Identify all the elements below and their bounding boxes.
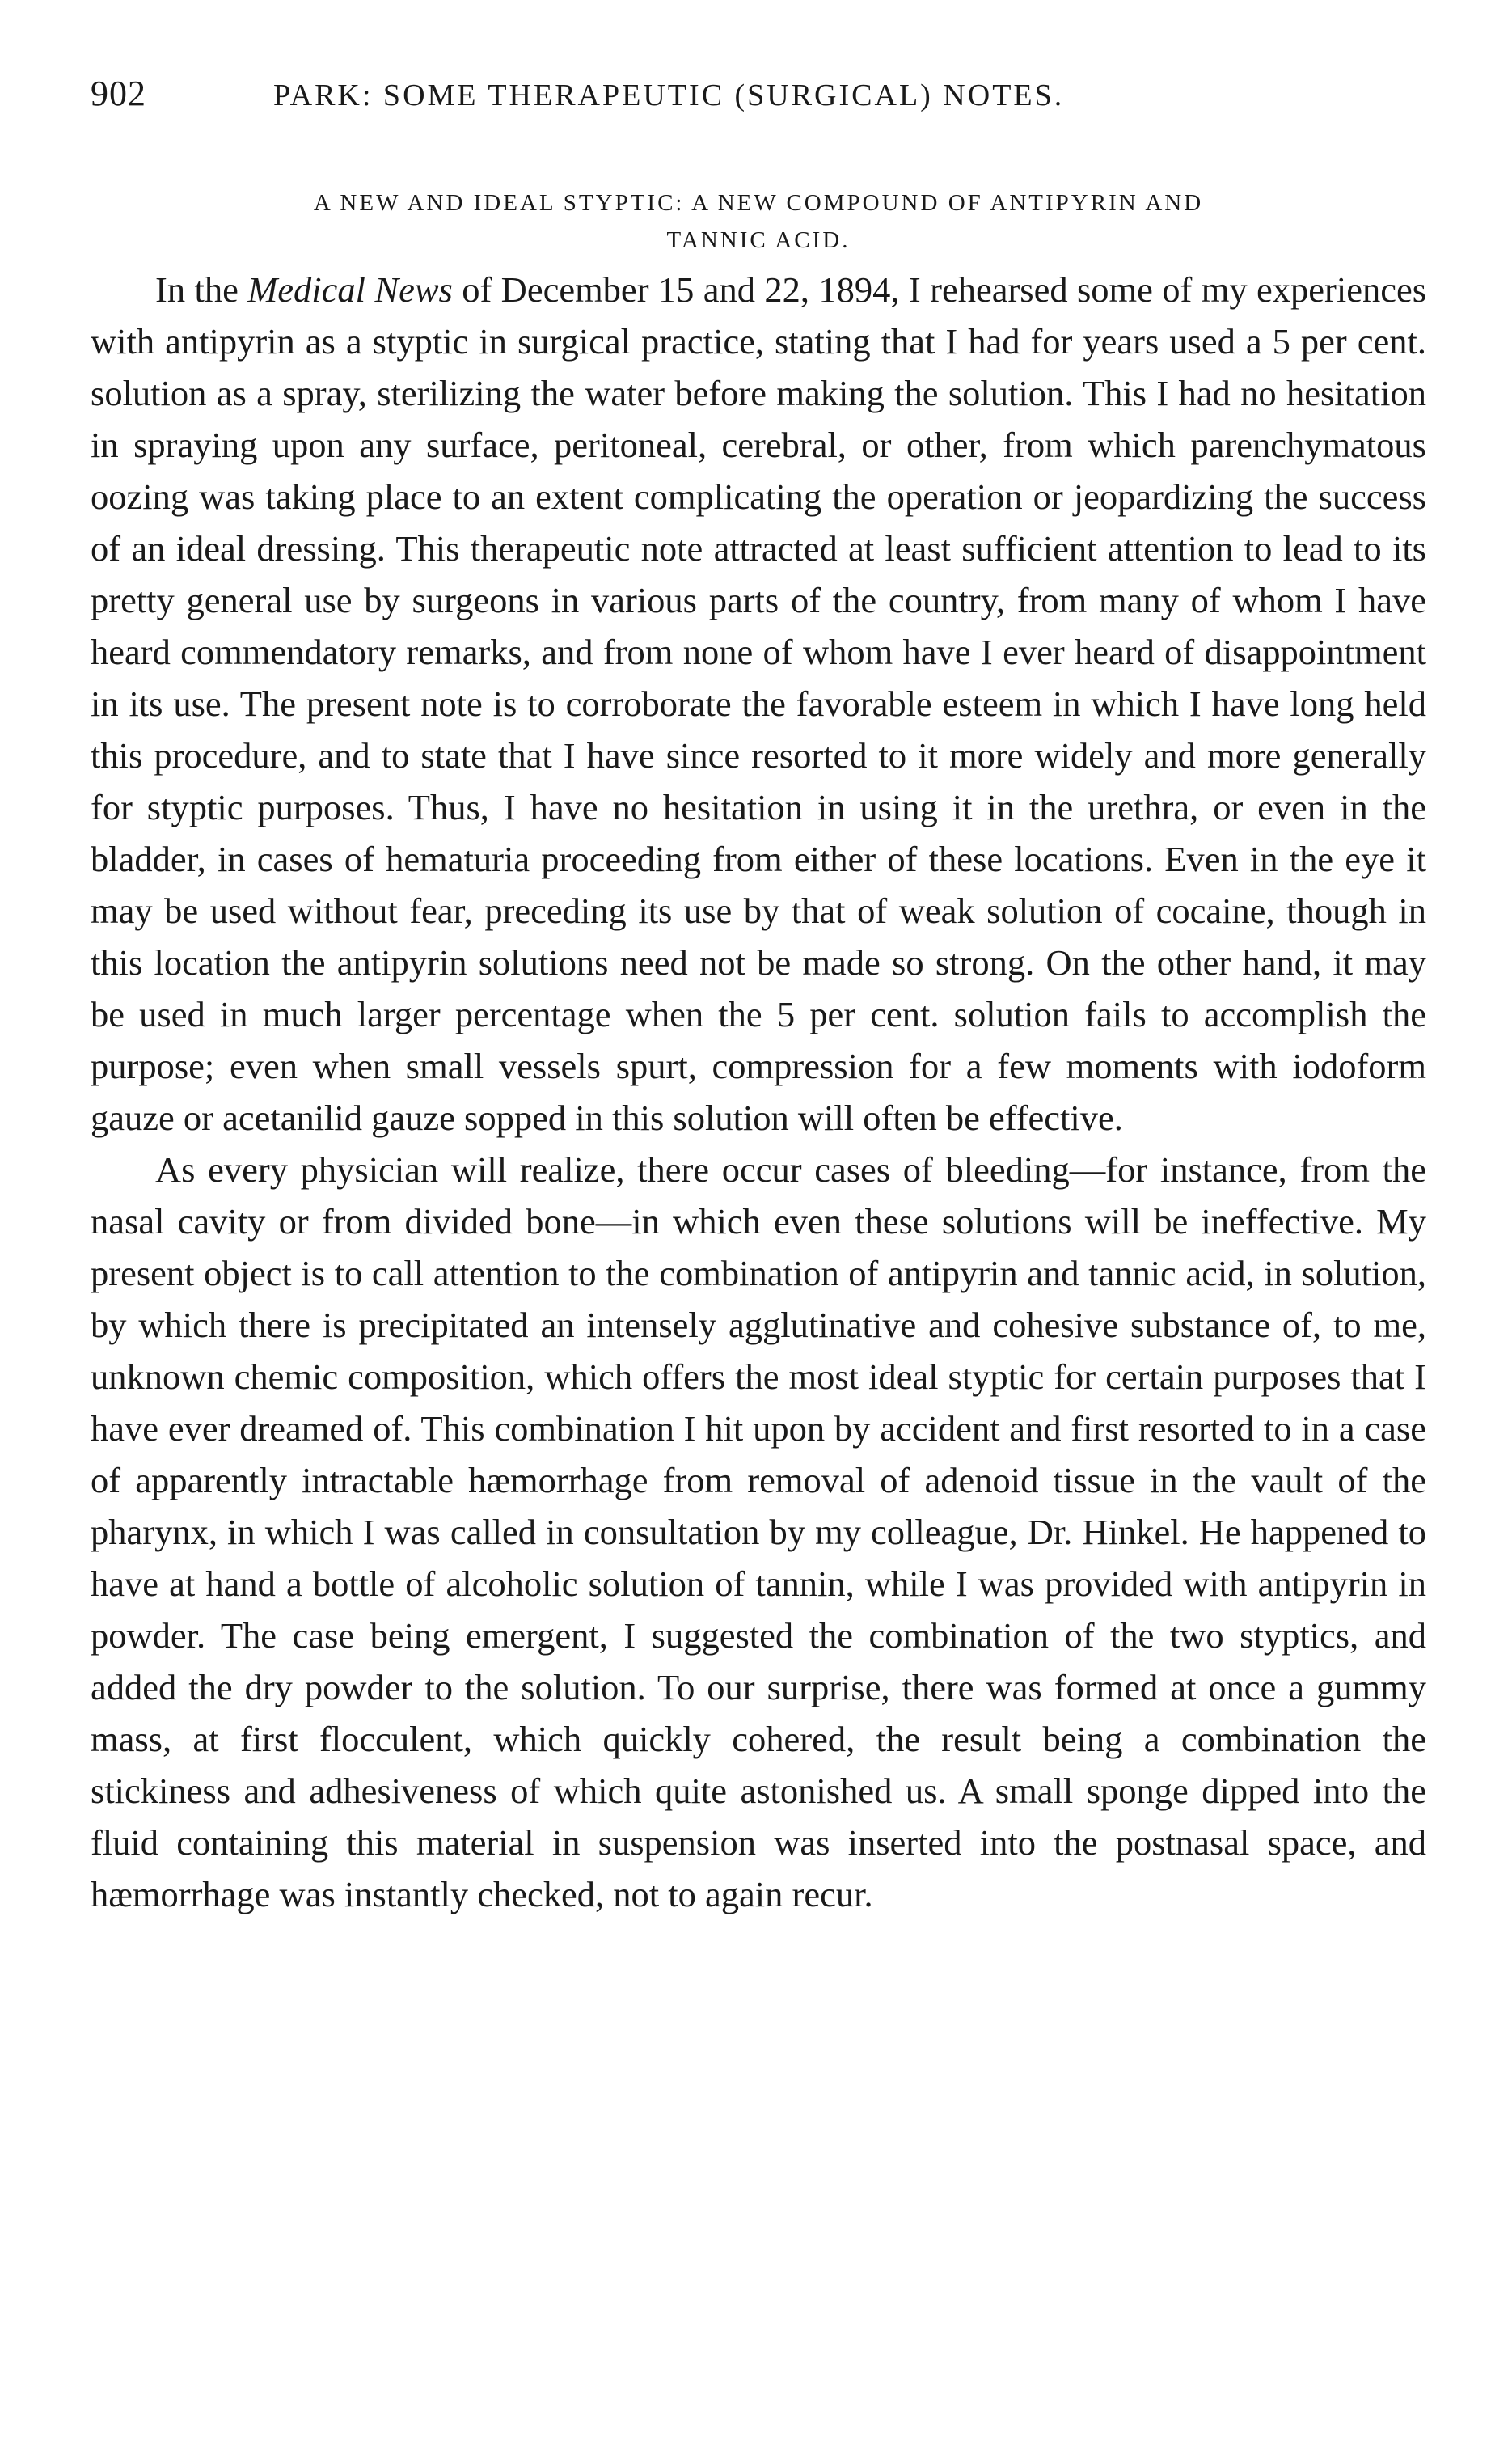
- journal-name: Medical News: [247, 269, 453, 310]
- page-number: 902: [91, 74, 146, 113]
- book-page: [91, 73, 1426, 1920]
- section-title-line-2: TANNIC ACID.: [666, 227, 851, 253]
- running-head: [91, 73, 1426, 137]
- paragraph-1-prefix: In the: [155, 269, 248, 310]
- paragraph-1-text: of December 15 and 22, 1894, I rehearsed some of my experiences with antipyrin as a styptic in surgical practice, stating that I had for years used a 5 per cent. solution as a spray, sterilizing the water before making the solution. This I had no hesitation in spraying upon any surface, peritoneal, cerebral, or other, from which parenchymatous oozing was taking place to an extent complicating the operation or jeopardizing the success of an ideal dressing. This therapeutic note attracted at least sufficient attention to lead to its pretty general use by surgeons in various parts of the country, from many of whom I have heard commendatory remarks, and from none of whom have I ever heard of disappointment in its use. The present note is to corroborate the favorable esteem in which I have long held this procedure, and to state that I have since resorted to it more widely and more generally for styptic purposes. Thus, I have no hesitation in using it in the urethra, or even in the bladder, in cases of hematuria proceeding from either of these locations. Even in the eye it may be used without fear, preceding its use by that of weak solution of cocaine, though in this location the antipyrin solutions need not be made so strong. On the other hand, it may be used in much larger percentage when the 5 per cent. solution fails to accomplish the purpose; even when small vessels spurt, compression for a few moments with iodoform gauze or acetanilid gauze sopped in this solution will often be effective.: [91, 269, 1427, 1138]
- paragraph-1: [91, 264, 1426, 1144]
- section-title-line-1: A NEW AND IDEAL STYPTIC: A NEW COMPOUND OF ANTIPYRIN AND: [313, 190, 1204, 216]
- section-title: [91, 184, 1426, 259]
- paragraph-2: As every physician will realize, there occur cases of bleeding—for instance, from the nasal cavity or from divided bone—in which even these solutions will be ineffective. My present object is to call attention to the combination of antipyrin and tannic acid, in solution, by which there is precipitated an intensely agglutinative and cohesive substance of, to me, unknown chemic composition, which offers the most ideal styptic for certain purposes that I have ever dreamed of. This combination I hit upon by accident and first resorted to in a case of apparently intractable hæmorrhage from removal of adenoid tissue in the vault of the pharynx, in which I was called in consultation by my colleague, Dr. Hinkel. He happened to have at hand a bottle of alcoholic solution of tannin, while I was provided with antipyrin in powder. The case being emergent, I suggested the combination of the two styptics, and added the dry powder to the solution. To our surprise, there was formed at once a gummy mass, at first flocculent, which quickly cohered, the result being a combination the stickiness and adhesiveness of which quite astonished us. A small sponge dipped into the fluid containing this material in suspension was inserted into the postnasal space, and hæmorrhage was instantly checked, not to again recur.: [91, 1149, 1426, 1914]
- running-title: PARK: SOME THERAPEUTIC (SURGICAL) NOTES.: [273, 78, 1065, 112]
